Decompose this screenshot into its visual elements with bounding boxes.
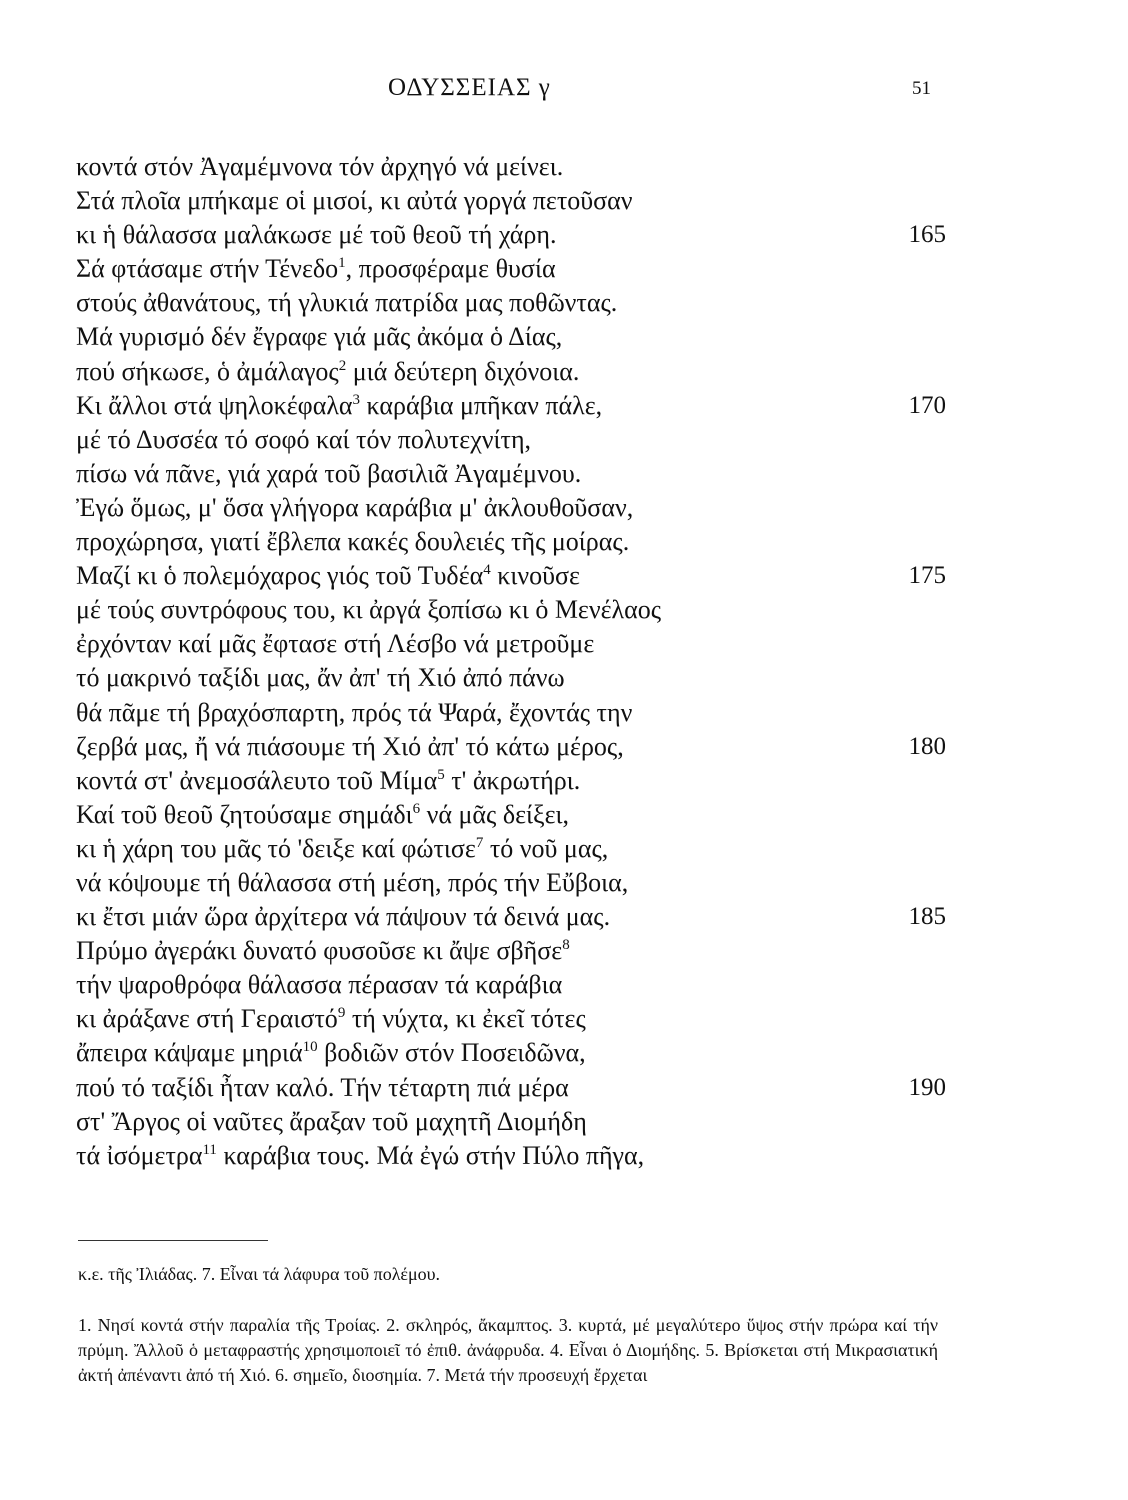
verse-line xyxy=(76,286,946,320)
verse-text xyxy=(76,934,570,968)
verse-fragment: τό μακρινό ταξίδι μας, ἄν ἀπ' τή Χιό ἀπό πάνω xyxy=(76,663,565,693)
verse-line xyxy=(76,320,946,354)
verse-fragment: κι ἔτσι μιάν ὥρα ἀρχίτερα νά πάψουν τά δεινά μας. xyxy=(76,902,611,932)
verse-line xyxy=(76,1071,946,1105)
verse-text xyxy=(76,1105,587,1139)
line-number: 190 xyxy=(908,1073,946,1101)
verse-text xyxy=(76,866,628,900)
footnote-marker: 10 xyxy=(302,1039,318,1056)
line-number: 180 xyxy=(908,732,946,760)
verse-fragment: ζερβά μας, ἤ νά πιάσουμε τή Χιό ἀπ' τό κάτω μέρος, xyxy=(76,731,624,761)
footnote-marker: 5 xyxy=(437,766,445,783)
footnote-divider xyxy=(78,1240,268,1241)
verse-line xyxy=(76,661,946,695)
verse-line xyxy=(76,764,946,798)
verse-text xyxy=(76,798,569,832)
verse-fragment: τή νύχτα, κι ἐκεῖ τότες xyxy=(345,1004,586,1034)
verse-line xyxy=(76,355,946,389)
verse-fragment: ἐρχόνταν καί μᾶς ἔφτασε στή Λέσβο νά μετροῦμε xyxy=(76,629,595,659)
verse-line xyxy=(76,934,946,968)
verse-fragment: Ἐγώ ὅμως, μ' ὅσα γλήγορα καράβια μ' ἀκλουθοῦσαν, xyxy=(76,492,634,522)
verse-text xyxy=(76,1071,569,1105)
verse-fragment: στούς ἀθανάτους, τή γλυκιά πατρίδα μας ποθῶντας. xyxy=(76,288,618,318)
verse-line xyxy=(76,730,946,764)
verse-fragment: κι ἡ χάρη του μᾶς τό 'δειξε καί φώτισε xyxy=(76,833,476,863)
verse-text xyxy=(76,832,608,866)
running-title: ΟΔΥΣΣΕΙΑΣ γ xyxy=(388,74,551,101)
verse-fragment: Κι ἄλλοι στά ψηλοκέφαλα xyxy=(76,390,353,420)
verse-text xyxy=(76,764,580,798)
verse-fragment: Καί τοῦ θεοῦ ζητούσαμε σημάδι xyxy=(76,799,413,829)
footnote-marker: 2 xyxy=(338,357,347,374)
verse-fragment: μέ τούς συντρόφους του, κι ἀργά ξοπίσω κι ὁ Μενέλαος xyxy=(76,595,662,625)
footnote-marker: 11 xyxy=(202,1141,217,1158)
verse-text xyxy=(76,184,633,218)
verse-text xyxy=(76,627,594,661)
footnote-marker: 6 xyxy=(412,800,421,817)
footnote-marker: 1 xyxy=(338,255,346,272)
verse-text xyxy=(76,252,556,286)
verse-line xyxy=(76,1002,946,1036)
verse-line xyxy=(76,627,946,661)
footnote-marker: 9 xyxy=(337,1005,346,1022)
verse-fragment: τά ἰσόμετρα xyxy=(76,1140,203,1170)
verse-fragment: καράβια μπῆκαν πάλε, xyxy=(360,390,603,420)
verse-text xyxy=(76,1036,586,1070)
page-number: 51 xyxy=(912,78,931,99)
verse-fragment: κι ἀράξανε στή Γεραιστό xyxy=(76,1004,338,1034)
footnotes xyxy=(78,1262,938,1388)
verse-line xyxy=(76,457,946,491)
verse-line xyxy=(76,184,946,218)
verse-line xyxy=(76,1105,946,1139)
verse-line xyxy=(76,1036,946,1070)
verse-line xyxy=(76,423,946,457)
verse-text xyxy=(76,286,617,320)
footnote-carryover: κ.ε. τῆς Ἰλιάδας. 7. Εἶναι τά λάφυρα τοῦ πολέμου. xyxy=(78,1264,441,1284)
verse-line xyxy=(76,798,946,832)
line-number: 185 xyxy=(908,903,946,931)
footnote-list: 1. Νησί κοντά στήν παραλία τῆς Τροίας. 2. σκληρός, ἄκαμπτος. 3. κυρτά, μέ μεγαλύτερο ὕψος στήν πρώρα καί τήν πρύμη. Ἄλλοῦ ὁ μεταφραστής χρησιμοποιεῖ τό ἐπιθ. ἀνάφρυδα. 4. Εἶναι ὁ Διομήδης. 5. Βρίσκεται στή Μικρασιατική ἀκτή ἀπέναντι ἀπό τή Χιό. 6. σημεῖο, διοσημία. 7. Μετά τήν προσευχή ἔρχεται xyxy=(78,1315,938,1385)
line-number: 175 xyxy=(908,562,946,590)
verse-fragment: τήν ψαροθρόφα θάλασσα πέρασαν τά καράβια xyxy=(76,970,563,1000)
verse-line xyxy=(76,252,946,286)
verse-text xyxy=(76,696,632,730)
verse-line xyxy=(76,900,946,934)
verse-fragment: Μά γυρισμό δέν ἔγραφε γιά μᾶς ἀκόμα ὁ Δίας, xyxy=(76,322,563,352)
verse-text xyxy=(76,559,580,593)
verse-line xyxy=(76,968,946,1002)
verse-fragment: τ' ἀκρωτήρι. xyxy=(444,765,581,795)
verse-text xyxy=(76,1139,644,1173)
verse-text xyxy=(76,491,633,525)
verse-fragment: , προσφέραμε θυσία xyxy=(345,254,556,284)
running-header xyxy=(0,74,1128,110)
verse-line xyxy=(76,389,946,423)
verse-text xyxy=(76,423,531,457)
verse-fragment: νά κόψουμε τή θάλασσα στή μέση, πρός τήν Εὔβοια, xyxy=(76,867,629,897)
verse-fragment: κι ἡ θάλασσα μαλάκωσε μέ τοῦ θεοῦ τή χάρη. xyxy=(76,220,557,250)
verse-text xyxy=(76,150,563,184)
verse-line xyxy=(76,559,946,593)
verse-fragment: βοδιῶν στόν Ποσειδῶνα, xyxy=(317,1038,586,1068)
verse-fragment: θά πᾶμε τή βραχόσπαρτη, πρός τά Ψαρά, ἔχοντάς την xyxy=(76,697,633,727)
verse-fragment: καράβια τους. Μά ἐγώ στήν Πύλο πῆγα, xyxy=(216,1140,645,1170)
verse-line xyxy=(76,525,946,559)
verse-line xyxy=(76,832,946,866)
verse-line xyxy=(76,866,946,900)
verse-text xyxy=(76,1002,586,1036)
verse-text xyxy=(76,900,610,934)
verse-fragment: κοντά στόν Ἀγαμέμνονα τόν ἀρχηγό νά μείνει. xyxy=(76,152,564,181)
verse-line xyxy=(76,218,946,252)
verse-fragment: πού σήκωσε, ὁ ἀμάλαγος xyxy=(76,356,339,386)
verse-fragment: Πρύμο ἀγεράκι δυνατό φυσοῦσε κι ἄψε σβῆσε xyxy=(76,936,563,966)
verse-text xyxy=(76,525,629,559)
footnote-marker: 3 xyxy=(352,391,361,408)
verse-fragment: πίσω νά πᾶνε, γιά χαρά τοῦ βασιλιᾶ Ἀγαμέμνου. xyxy=(76,458,582,488)
line-number: 170 xyxy=(908,391,946,419)
verse-line xyxy=(76,696,946,730)
footnote-marker: 7 xyxy=(475,834,484,851)
verse-text xyxy=(76,593,661,627)
verse-text xyxy=(76,355,579,389)
verse-line xyxy=(76,491,946,525)
verse-fragment: μέ τό Δυσσέα τό σοφό καί τόν πολυτεχνίτη, xyxy=(76,424,532,454)
verse-fragment: νά μᾶς δείξει, xyxy=(420,799,569,829)
verse-fragment: τό νοῦ μας, xyxy=(483,833,609,863)
verse-fragment: κινοῦσε xyxy=(490,561,580,591)
verse-line xyxy=(76,150,946,184)
verse-fragment: προχώρησα, γιατί ἔβλεπα κακές δουλειές τῆς μοίρας. xyxy=(76,527,630,557)
footnote-marker: 4 xyxy=(483,562,491,579)
verse-text xyxy=(76,968,562,1002)
verse-line xyxy=(76,593,946,627)
verse-fragment: ἄπειρα κάψαμε μηριά xyxy=(76,1038,303,1068)
verse-text xyxy=(76,730,624,764)
verse-text xyxy=(76,457,581,491)
footnote-marker: 8 xyxy=(562,937,570,954)
verse-text xyxy=(76,320,562,354)
verse-text xyxy=(76,661,565,695)
verse-block xyxy=(76,150,946,1173)
verse-fragment: στ' Ἄργος οἱ ναῦτες ἄραξαν τοῦ μαχητῆ Διομήδη xyxy=(76,1106,587,1136)
verse-fragment: πού τό ταξίδι ἦταν καλό. Τήν τέταρτη πιά μέρα xyxy=(76,1072,569,1102)
verse-text xyxy=(76,218,557,252)
verse-fragment: Σά φτάσαμε στήν Τένεδο xyxy=(76,254,339,284)
verse-fragment: Μαζί κι ὁ πολεμόχαρος γιός τοῦ Τυδέα xyxy=(76,561,484,591)
verse-line xyxy=(76,1139,946,1173)
verse-fragment: Στά πλοῖα μπήκαμε οἱ μισοί, κι αὐτά γοργά πετοῦσαν xyxy=(76,186,633,216)
verse-text xyxy=(76,389,602,423)
line-number: 165 xyxy=(908,221,946,249)
verse-fragment: μιά δεύτερη διχόνοια. xyxy=(346,356,580,386)
verse-fragment: κοντά στ' ἀνεμοσάλευτο τοῦ Μίμα xyxy=(76,765,438,795)
